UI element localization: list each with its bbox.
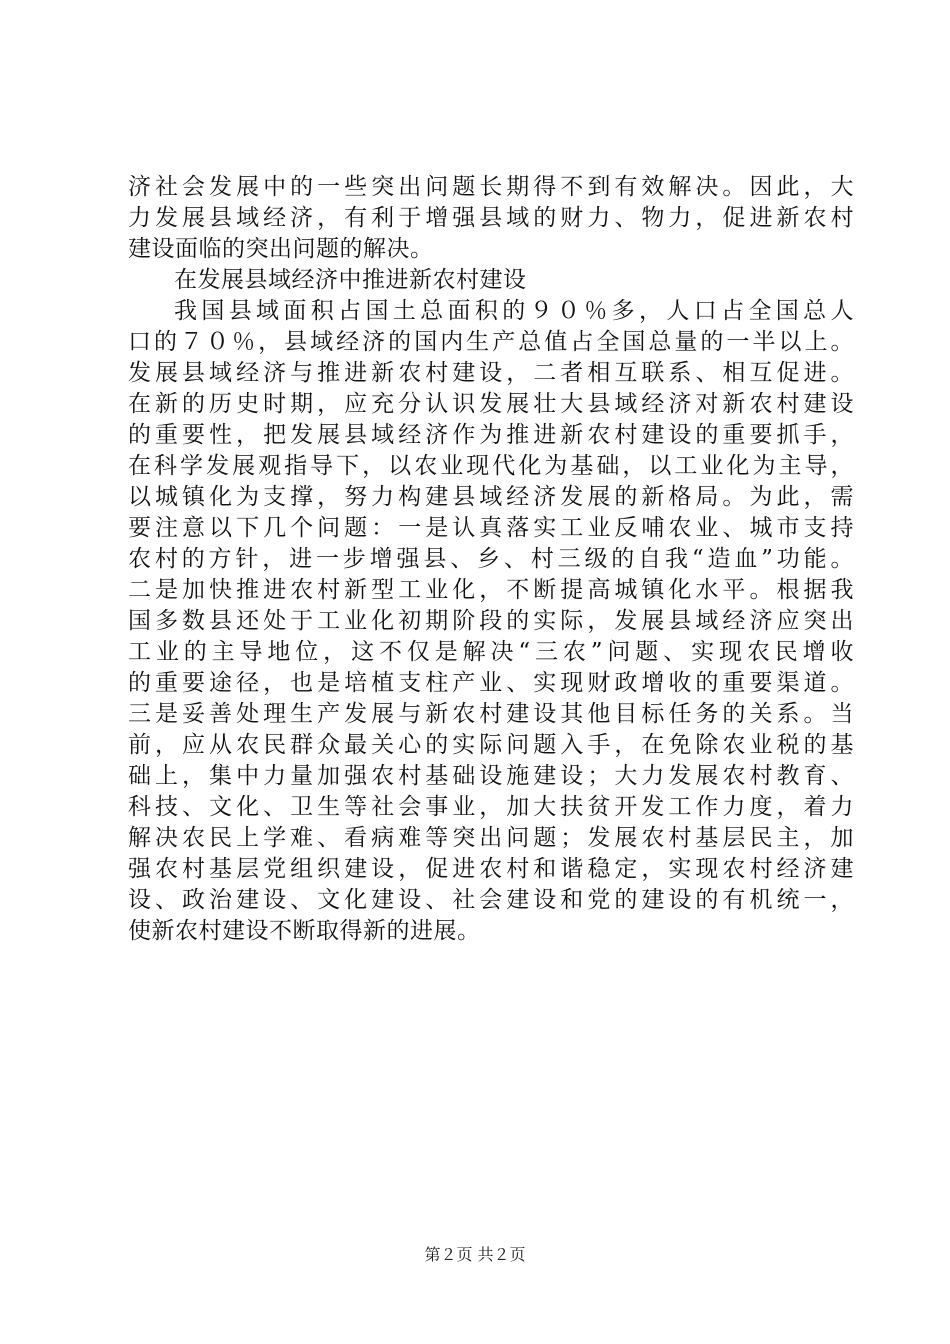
paragraph-line: 的重要途径，也是培植支柱产业、实现财政增收的重要渠道。 [128, 670, 854, 696]
paragraph-line: 要注意以下几个问题：一是认真落实工业反哺农业、城市支持 [128, 515, 854, 541]
paragraph-line: 的重要性，把发展县域经济作为推进新农村建设的重要抓手， [128, 422, 854, 448]
paragraph-line: 三是妥善处理生产发展与新农村建设其他目标任务的关系。当 [128, 701, 854, 727]
paragraph-line: 二是加快推进农村新型工业化，不断提高城镇化水平。根据我 [128, 577, 854, 603]
paragraph-line: 前，应从农民群众最关心的实际问题入手，在免除农业税的基 [128, 732, 854, 758]
page-number-footer: 第２页 共２页 [424, 1245, 526, 1264]
document-body [128, 172, 854, 947]
paragraph-line: 建设面临的突出问题的解决。 [128, 236, 434, 262]
paragraph-line: 发展县域经济与推进新农村建设，二者相互联系、相互促进。 [128, 360, 854, 386]
paragraph-line: 础上，集中力量加强农村基础设施建设；大力发展农村教育、 [128, 763, 854, 789]
paragraph-line: 设、政治建设、文化建设、社会建设和党的建设的有机统一， [128, 887, 854, 913]
paragraph-line: 国多数县还处于工业化初期阶段的实际，发展县域经济应突出 [128, 608, 854, 634]
paragraph-line: 工业的主导地位，这不仅是解决“三农”问题、实现农民增收 [128, 639, 854, 665]
section-heading: 在发展县域经济中推进新农村建设 [174, 267, 527, 293]
paragraph-line: 解决农民上学难、看病难等突出问题；发展农村基层民主，加 [128, 825, 854, 851]
paragraph-line: 以城镇化为支撑，努力构建县域经济发展的新格局。为此，需 [128, 484, 854, 510]
paragraph-line: 在科学发展观指导下，以农业现代化为基础，以工业化为主导， [128, 453, 854, 479]
paragraph-line: 我国县域面积占国土总面积的９０％多，人口占全国总人 [174, 298, 854, 324]
paragraph-line: 力发展县域经济，有利于增强县域的财力、物力，促进新农村 [128, 205, 854, 231]
paragraph-line: 科技、文化、卫生等社会事业，加大扶贫开发工作力度，着力 [128, 794, 854, 820]
paragraph-line: 强农村基层党组织建设，促进农村和谐稳定，实现农村经济建 [128, 856, 854, 882]
paragraph-line: 农村的方针，进一步增强县、乡、村三级的自我“造血”功能。 [128, 546, 854, 572]
paragraph-line: 口的７０％，县域经济的国内生产总值占全国总量的一半以上。 [128, 329, 854, 355]
paragraph-line: 在新的历史时期，应充分认识发展壮大县域经济对新农村建设 [128, 391, 854, 417]
paragraph-line: 使新农村建设不断取得新的进展。 [128, 918, 481, 944]
paragraph-line: 济社会发展中的一些突出问题长期得不到有效解决。因此，大 [128, 174, 854, 200]
